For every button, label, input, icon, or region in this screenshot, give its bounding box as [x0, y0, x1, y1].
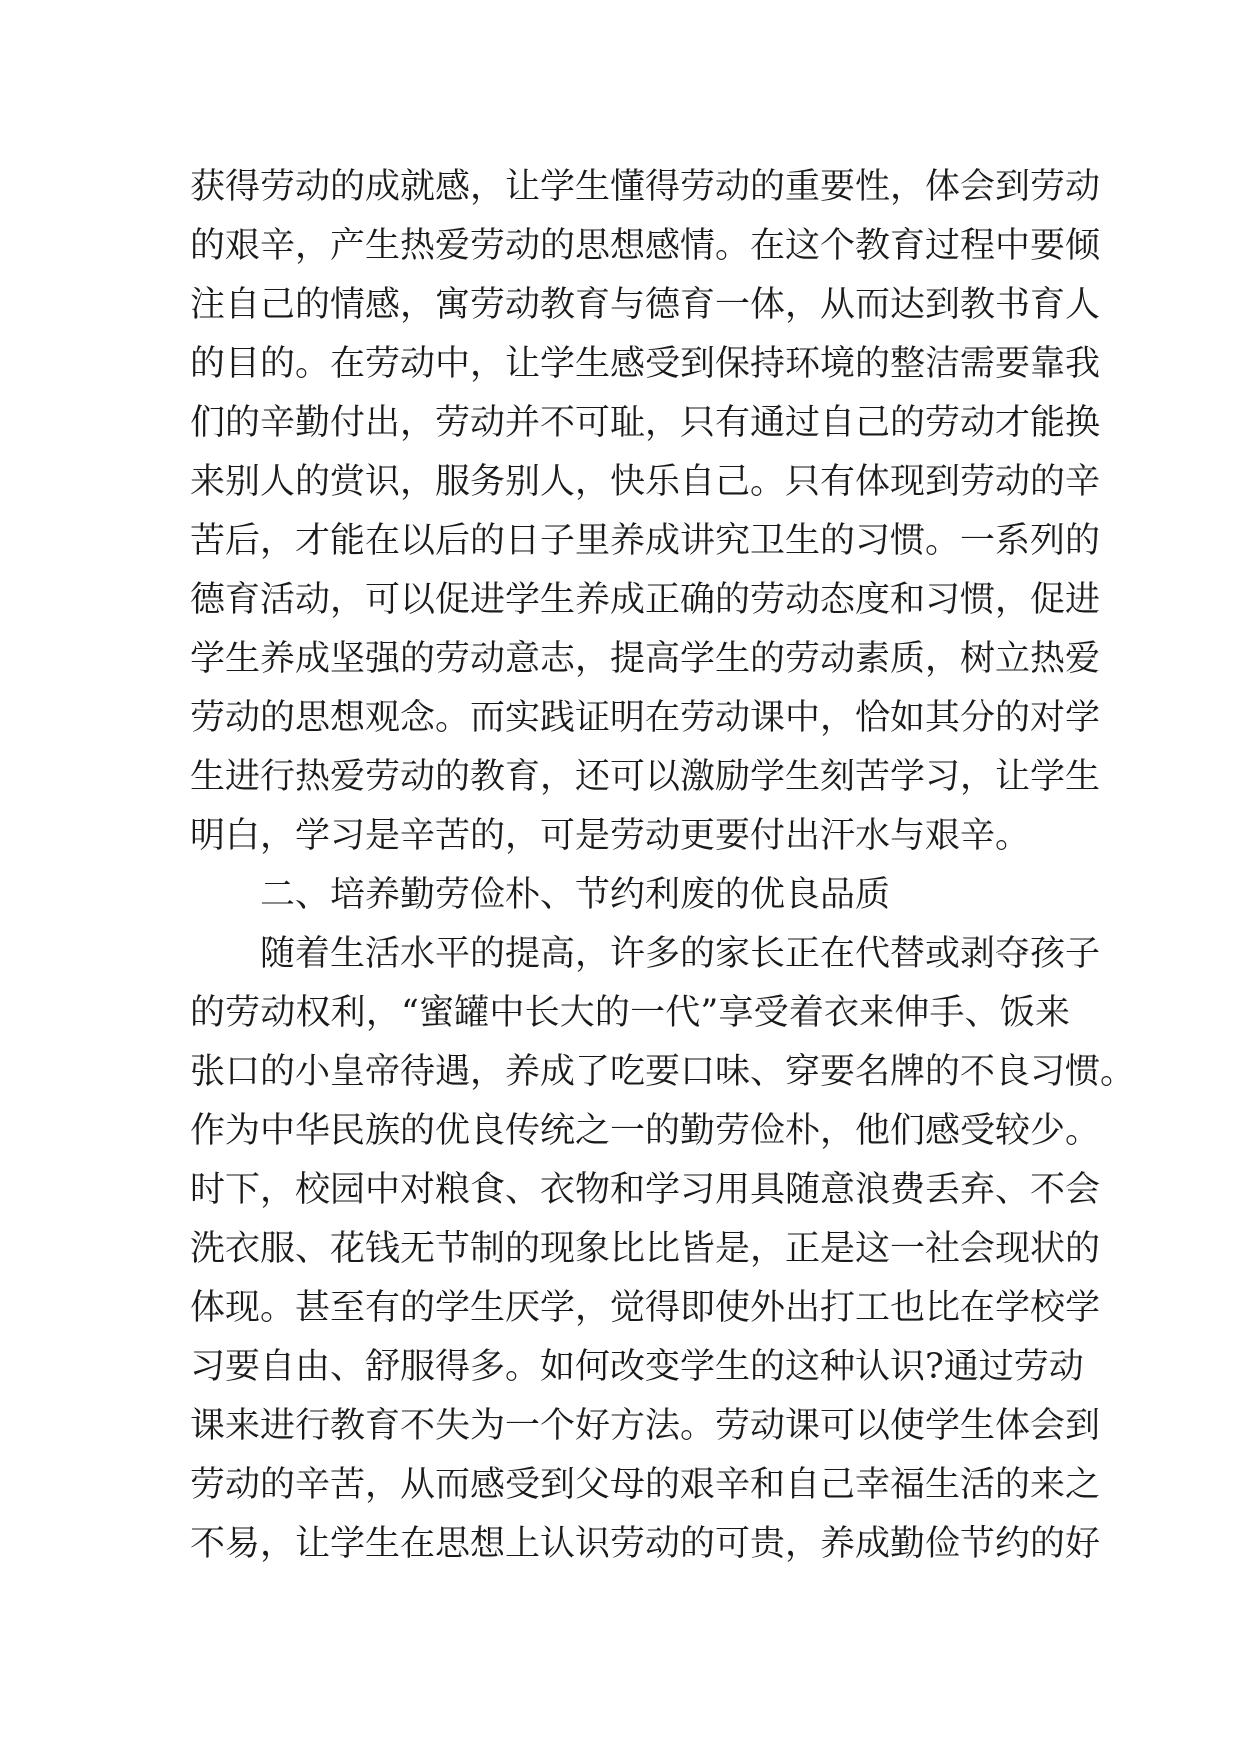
text-line: 的艰辛，产生热爱劳动的思想感情。在这个教育过程中要倾	[190, 226, 1101, 266]
text-line: 随着生活水平的提高，许多的家长正在代替或剥夺孩子	[260, 934, 1101, 974]
text-line: 张口的小皇帝待遇，养成了吃要口味、穿要名牌的不良习惯。	[190, 1052, 1136, 1092]
text-line: 注自己的情感，寓劳动教育与德育一体，从而达到教书育人	[190, 285, 1101, 325]
text-line: 作为中华民族的优良传统之一的勤劳俭朴，他们感受较少。	[190, 1111, 1101, 1151]
text-line: 不易，让学生在思想上认识劳动的可贵，养成勤俭节约的好	[190, 1524, 1101, 1564]
text-line: 课来进行教育不失为一个好方法。劳动课可以使学生体会到	[190, 1406, 1101, 1446]
text-line: 洗衣服、花钱无节制的现象比比皆是，正是这一社会现状的	[190, 1229, 1101, 1269]
text-line: 劳动的辛苦，从而感受到父母的艰辛和自己幸福生活的来之	[190, 1465, 1101, 1505]
text-line: 劳动的思想观念。而实践证明在劳动课中，恰如其分的对学	[190, 698, 1101, 738]
text-line: 的目的。在劳动中，让学生感受到保持环境的整洁需要靠我	[190, 344, 1101, 384]
text-line: 的劳动权利，“蜜罐中长大的一代”享受着衣来伸手、饭来	[190, 993, 1070, 1033]
text-line: 来别人的赏识，服务别人，快乐自己。只有体现到劳动的辛	[190, 462, 1101, 502]
text-line: 获得劳动的成就感，让学生懂得劳动的重要性，体会到劳动	[190, 167, 1101, 207]
text-line: 学生养成坚强的劳动意志，提高学生的劳动素质，树立热爱	[190, 639, 1101, 679]
section-heading: 二、培养勤劳俭朴、节约利废的优良品质	[260, 875, 891, 915]
text-line: 德育活动，可以促进学生养成正确的劳动态度和习惯，促进	[190, 580, 1101, 620]
text-line: 习要自由、舒服得多。如何改变学生的这种认识?通过劳动	[190, 1347, 1084, 1387]
text-line: 生进行热爱劳动的教育，还可以激励学生刻苦学习，让学生	[190, 757, 1101, 797]
text-line: 明白，学习是辛苦的，可是劳动更要付出汗水与艰辛。	[190, 816, 1031, 856]
text-line: 体现。甚至有的学生厌学，觉得即使外出打工也比在学校学	[190, 1288, 1101, 1328]
text-line: 们的辛勤付出，劳动并不可耻，只有通过自己的劳动才能换	[190, 403, 1101, 443]
text-line: 苦后，才能在以后的日子里养成讲究卫生的习惯。一系列的	[190, 521, 1101, 561]
text-line: 时下，校园中对粮食、衣物和学习用具随意浪费丢弃、不会	[190, 1170, 1101, 1210]
body-text	[190, 158, 1136, 1574]
